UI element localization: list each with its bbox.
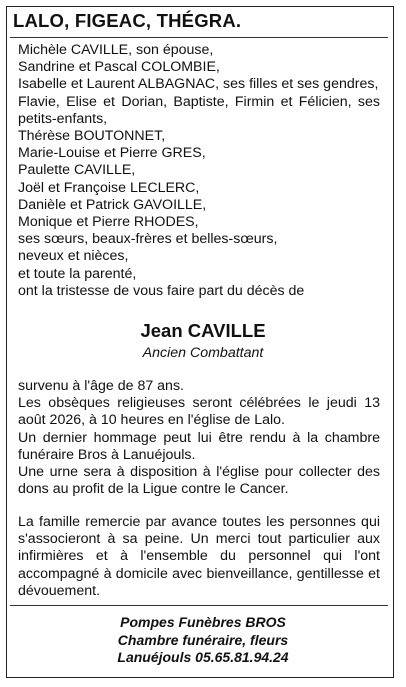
detail-paragraph: Un dernier hommage peut lui être rendu à la chambre funéraire Bros à Lanuéjouls. [18, 429, 380, 463]
family-line: Marie-Louise et Pierre GRES, [18, 145, 206, 162]
family-line: Sandrine et Pascal COLOMBIE, [18, 59, 220, 76]
family-line: Monique et Pierre RHODES, [18, 214, 199, 231]
family-line: et toute la parenté, [18, 265, 137, 282]
funeral-home-name: Pompes Funèbres BROS [120, 614, 286, 630]
family-line: Isabelle et Laurent ALBAGNAC, ses filles et ses gendres, [18, 76, 379, 93]
funeral-home-contact: Lanuéjouls 05.65.81.94.24 [117, 649, 289, 665]
family-line: Joël et Françoise LECLERC, [18, 179, 200, 196]
family-line: ses sœurs, beaux-frères et belles-sœurs, [18, 231, 278, 248]
family-line: Thérèse BOUTONNET, [18, 128, 166, 145]
family-line: Flavie, Elise et Dorian, Baptiste, Firmin et Félicien, ses [18, 93, 380, 110]
service-details [18, 378, 380, 498]
detail-paragraph: Les obsèques religieuses seront célébrées le jeudi 13 août 2026, à 10 heures en l'église de Lalo. [18, 395, 380, 429]
deceased-name: Jean CAVILLE [140, 320, 266, 341]
header-divider [10, 37, 388, 38]
detail-paragraph: Une urne sera à disposition à l'église pour collecter des dons au profit de la Ligue contre le Cancer. [18, 464, 380, 498]
family-list [18, 42, 380, 300]
family-line: Paulette CAVILLE, [18, 162, 136, 179]
family-line: petits-enfants, [18, 110, 108, 127]
family-line: ont la tristesse de vous faire part du décès de [18, 282, 305, 299]
footer-divider [10, 605, 388, 606]
obituary-header: LALO, FIGEAC, THÉGRA. [13, 10, 242, 31]
deceased-title: Ancien Combattant [142, 345, 264, 361]
funeral-home-footer [0, 614, 406, 667]
thanks-paragraph: La famille remercie par avance toutes les personnes qui s'associeront à sa peine. Un merci tout particulier aux infirmières et à l'ensemble du personnel qui l'ont accompagné à domicile avec bienveillance, gentillesse et dévouement. [18, 514, 380, 599]
detail-paragraph: survenu à l'âge de 87 ans. [18, 378, 184, 394]
family-line: Michèle CAVILLE, son épouse, [18, 42, 214, 58]
funeral-home-services: Chambre funéraire, fleurs [117, 631, 289, 648]
family-line: Danièle et Patrick GAVOILLE, [18, 196, 207, 213]
family-line: neveux et nièces, [18, 248, 129, 265]
